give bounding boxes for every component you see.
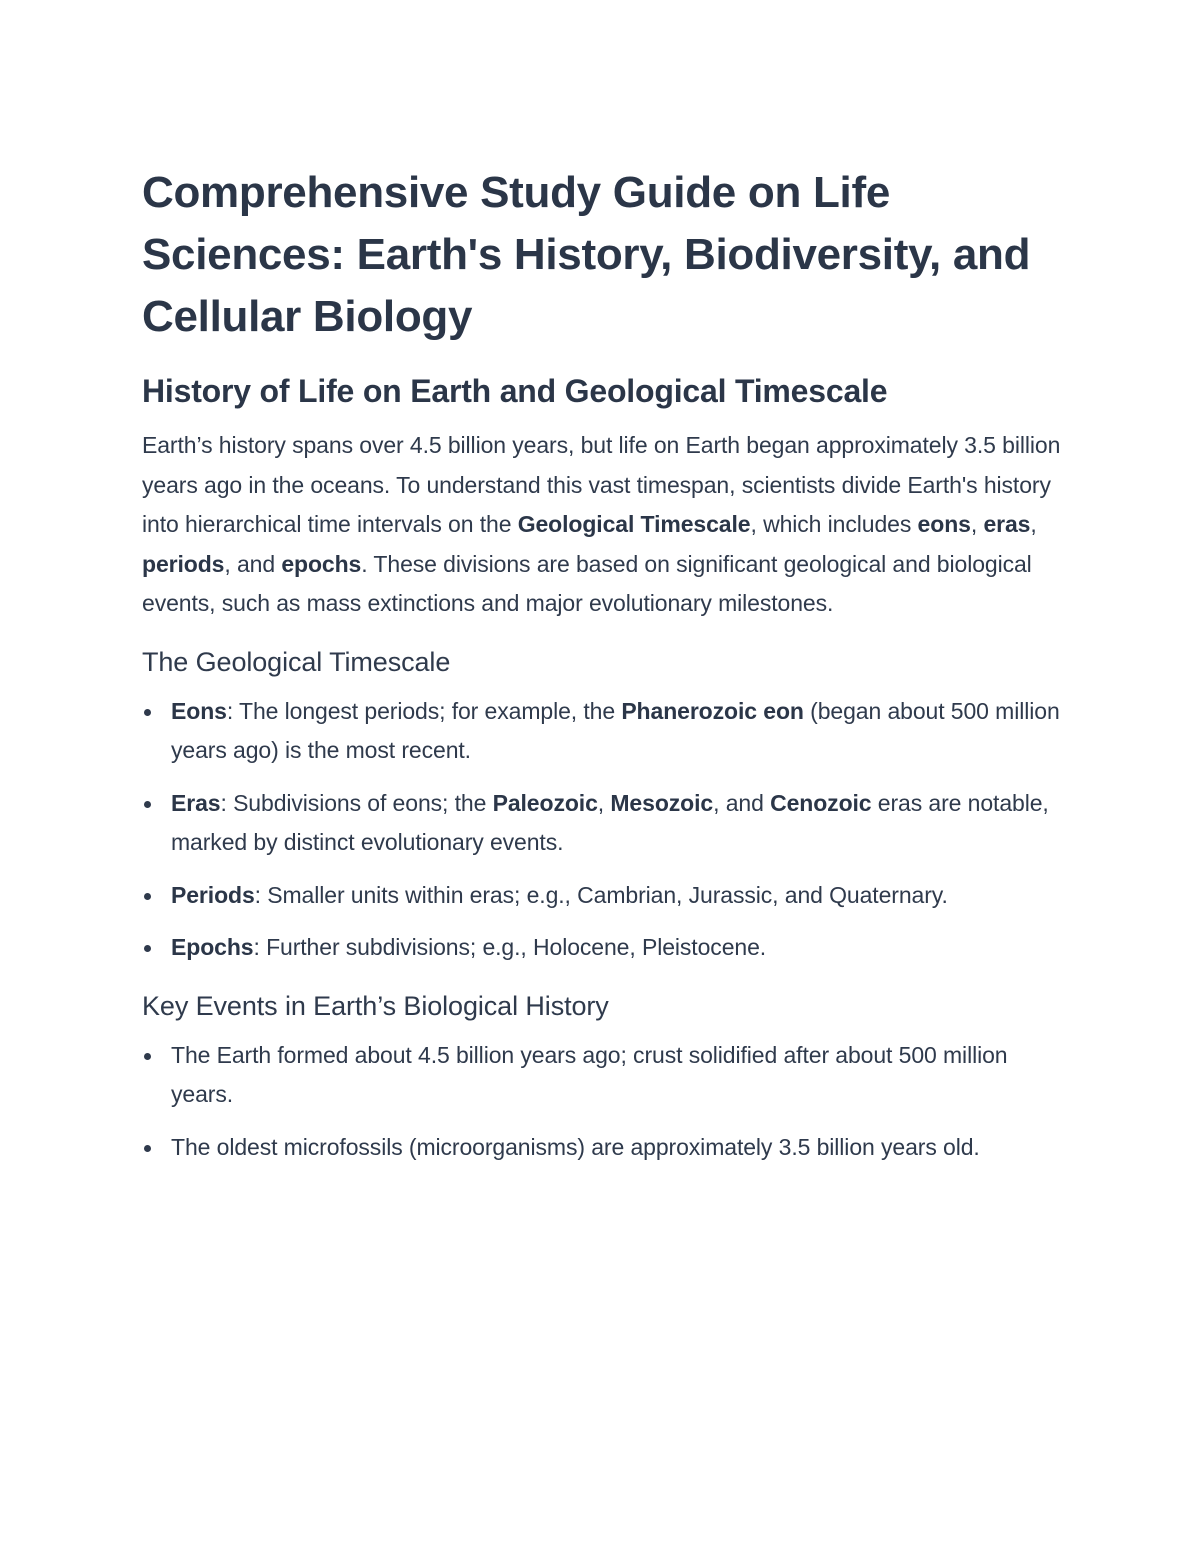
term-eras: eras — [983, 511, 1031, 537]
list-item — [142, 784, 1070, 863]
intro-text: , which includes — [750, 511, 918, 537]
list-item — [142, 876, 1070, 916]
list-item — [142, 1036, 1070, 1115]
bullet-icon — [144, 1145, 151, 1152]
bullet-icon — [144, 945, 151, 952]
bullet-icon — [144, 1053, 151, 1060]
list-item-text: , and — [713, 789, 771, 816]
intro-text: . These divisions are based on significant geological and biological events, such as mass extinctions and major evolutionary milestones. — [142, 550, 1032, 616]
term-geological-timescale: Geological Timescale — [517, 511, 751, 537]
term-epochs: epochs — [281, 550, 362, 577]
events-subheading: Key Events in Earth’s Biological History — [142, 990, 609, 1021]
list-item-bold: Mesozoic — [610, 789, 714, 816]
list-item-term: Periods — [171, 881, 255, 908]
section-heading: History of Life on Earth and Geological Timescale — [142, 373, 888, 409]
intro-text: , — [970, 511, 984, 537]
list-item-text: : Smaller units within eras; e.g., Cambrian, Jurassic, and Quaternary. — [254, 881, 948, 908]
list-item-text: eras are notable, marked by distinct evolutionary events. — [171, 789, 1049, 855]
term-periods: periods — [142, 550, 225, 577]
list-item-text: , — [597, 789, 611, 816]
list-item-text: : Subdivisions of eons; the — [220, 789, 493, 816]
intro-paragraph — [142, 426, 1070, 624]
list-item-text: (began about 500 million years ago) is the most recent. — [171, 697, 1060, 763]
list-item-text: The Earth formed about 4.5 billion years ago; crust solidified after about 500 million years. — [171, 1041, 1008, 1107]
list-item — [142, 928, 1070, 968]
list-item-text: : The longest periods; for example, the — [226, 697, 622, 724]
document-title: Comprehensive Study Guide on Life Sciences: Earth's History, Biodiversity, and Cellular Biology — [142, 168, 1031, 341]
list-item-term: Eons — [171, 697, 227, 724]
list-item-term: Eras — [171, 789, 221, 816]
timescale-list — [142, 692, 1070, 968]
events-list — [142, 1036, 1070, 1168]
bullet-icon — [144, 709, 151, 716]
bullet-icon — [144, 801, 151, 808]
list-item-bold: Cenozoic — [770, 789, 872, 816]
list-item-bold: Phanerozoic eon — [621, 697, 804, 724]
list-item-text: The oldest microfossils (microorganisms) are approximately 3.5 billion years old. — [171, 1133, 980, 1160]
intro-text: Earth’s history spans over 4.5 billion years, but life on Earth began approximately 3.5 billion years ago in the oceans. To understand this vast timespan, scientists divide Earth's history into hierarchical time intervals on the — [142, 432, 1061, 537]
list-item — [142, 692, 1070, 771]
intro-text: , and — [224, 550, 282, 577]
list-item — [142, 1128, 1070, 1168]
list-item-bold: Paleozoic — [492, 789, 598, 816]
bullet-icon — [144, 893, 151, 900]
intro-text: , — [1030, 511, 1037, 537]
term-eons: eons — [917, 511, 971, 537]
list-item-term: Epochs — [171, 934, 254, 960]
timescale-subheading: The Geological Timescale — [142, 646, 451, 677]
list-item-text: : Further subdivisions; e.g., Holocene, Pleistocene. — [253, 934, 767, 960]
